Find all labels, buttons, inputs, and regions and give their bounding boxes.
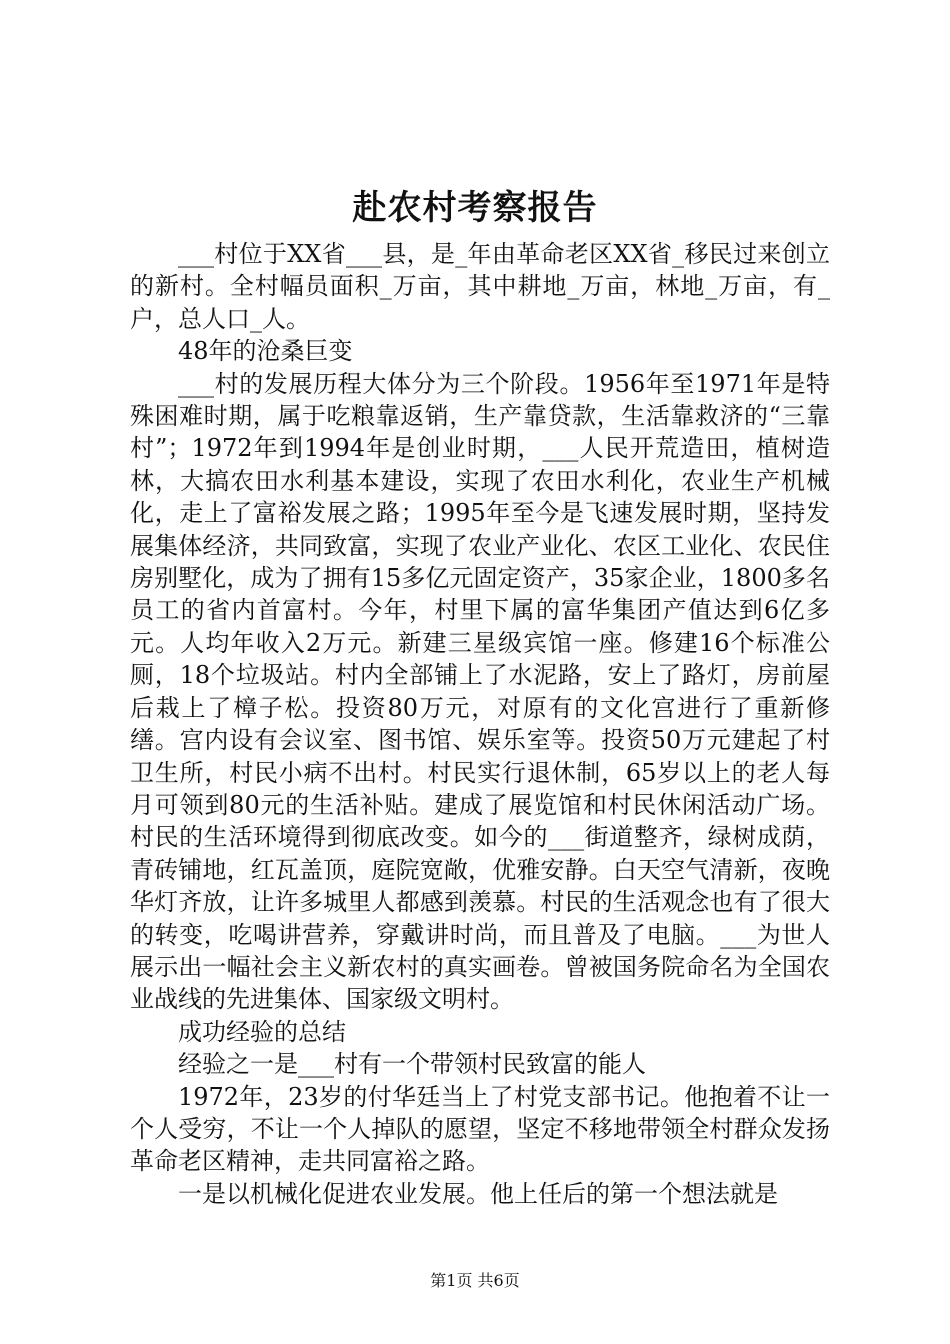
subheading-experience-one: 经验之一是___村有一个带领村民致富的能人 <box>178 1050 646 1079</box>
paragraph-leader: 1972年，23岁的付华廷当上了村党支部书记。他抱着不让一个人受穷，不让一个人掉队的愿望，坚定不移地带领全村群众发扬革命老区精神，走共同富裕之路。 <box>130 1082 830 1176</box>
section-heading-history: 48年的沧桑巨变 <box>178 337 353 366</box>
section-heading-experience: 成功经验的总结 <box>178 1017 346 1046</box>
paragraph-mechanization: 一是以机械化促进农业发展。他上任后的第一个想法就是 <box>178 1179 778 1208</box>
page-title: 赴农村考察报告 <box>352 188 598 228</box>
paragraph-intro: ___村位于XX省___县，是_年由革命老区XX省_移民过来创立的新村。全村幅员面积_万亩，其中耕地_万亩，林地_万亩，有_户，总人口_人。 <box>130 240 830 333</box>
paragraph-history: ___村的发展历程大体分为三个阶段。1956年至1971年是特殊困难时期，属于吃粮靠返销，生产靠贷款，生活靠救济的“三靠村”；1972年到1994年是创业时期，___人民开荒造田，植树造林，大搞农田水利基本建设，实现了农田水利化，农业生产机械化，走上了富裕发展之路；1995年至今是飞速发展时期，坚持发展集体经济，共同致富，实现了农业产业化、农区工业化、农民住房别墅化，成为了拥有15多亿元固定资产，35家企业，1800多名员工的省内首富村。今年，村里下属的富华集团产值达到6亿多元。人均年收入2万元。新建三星级宾馆一座。修建16个标准公厕，18个垃圾站。村内全部铺上了水泥路，安上了路灯，房前屋后栽上了樟子松。投资80万元，对原有的文化宫进行了重新修缮。宫内设有会议室、图书馆、娱乐室等。投资50万元建起了村卫生所，村民小病不出村。村民实行退休制，65岁以上的老人每月可领到80元的生活补贴。建成了展览馆和村民休闲活动广场。村民的生活环境得到彻底改变。如今的___街道整齐，绿树成荫，青砖铺地，红瓦盖顶，庭院宽敞，优雅安静。白天空气清新，夜晚华灯齐放，让许多城里人都感到羡慕。村民的生活观念也有了很大的转变，吃喝讲营养，穿戴讲时尚，而且普及了电脑。___为世人展示出一幅社会主义新农村的真实画卷。曾被国务院命名为全国农业战线的先进集体、国家级文明村。 <box>130 369 830 1014</box>
page-footer: 第1页 共6页 <box>430 1271 520 1290</box>
document-body <box>130 238 830 1210</box>
